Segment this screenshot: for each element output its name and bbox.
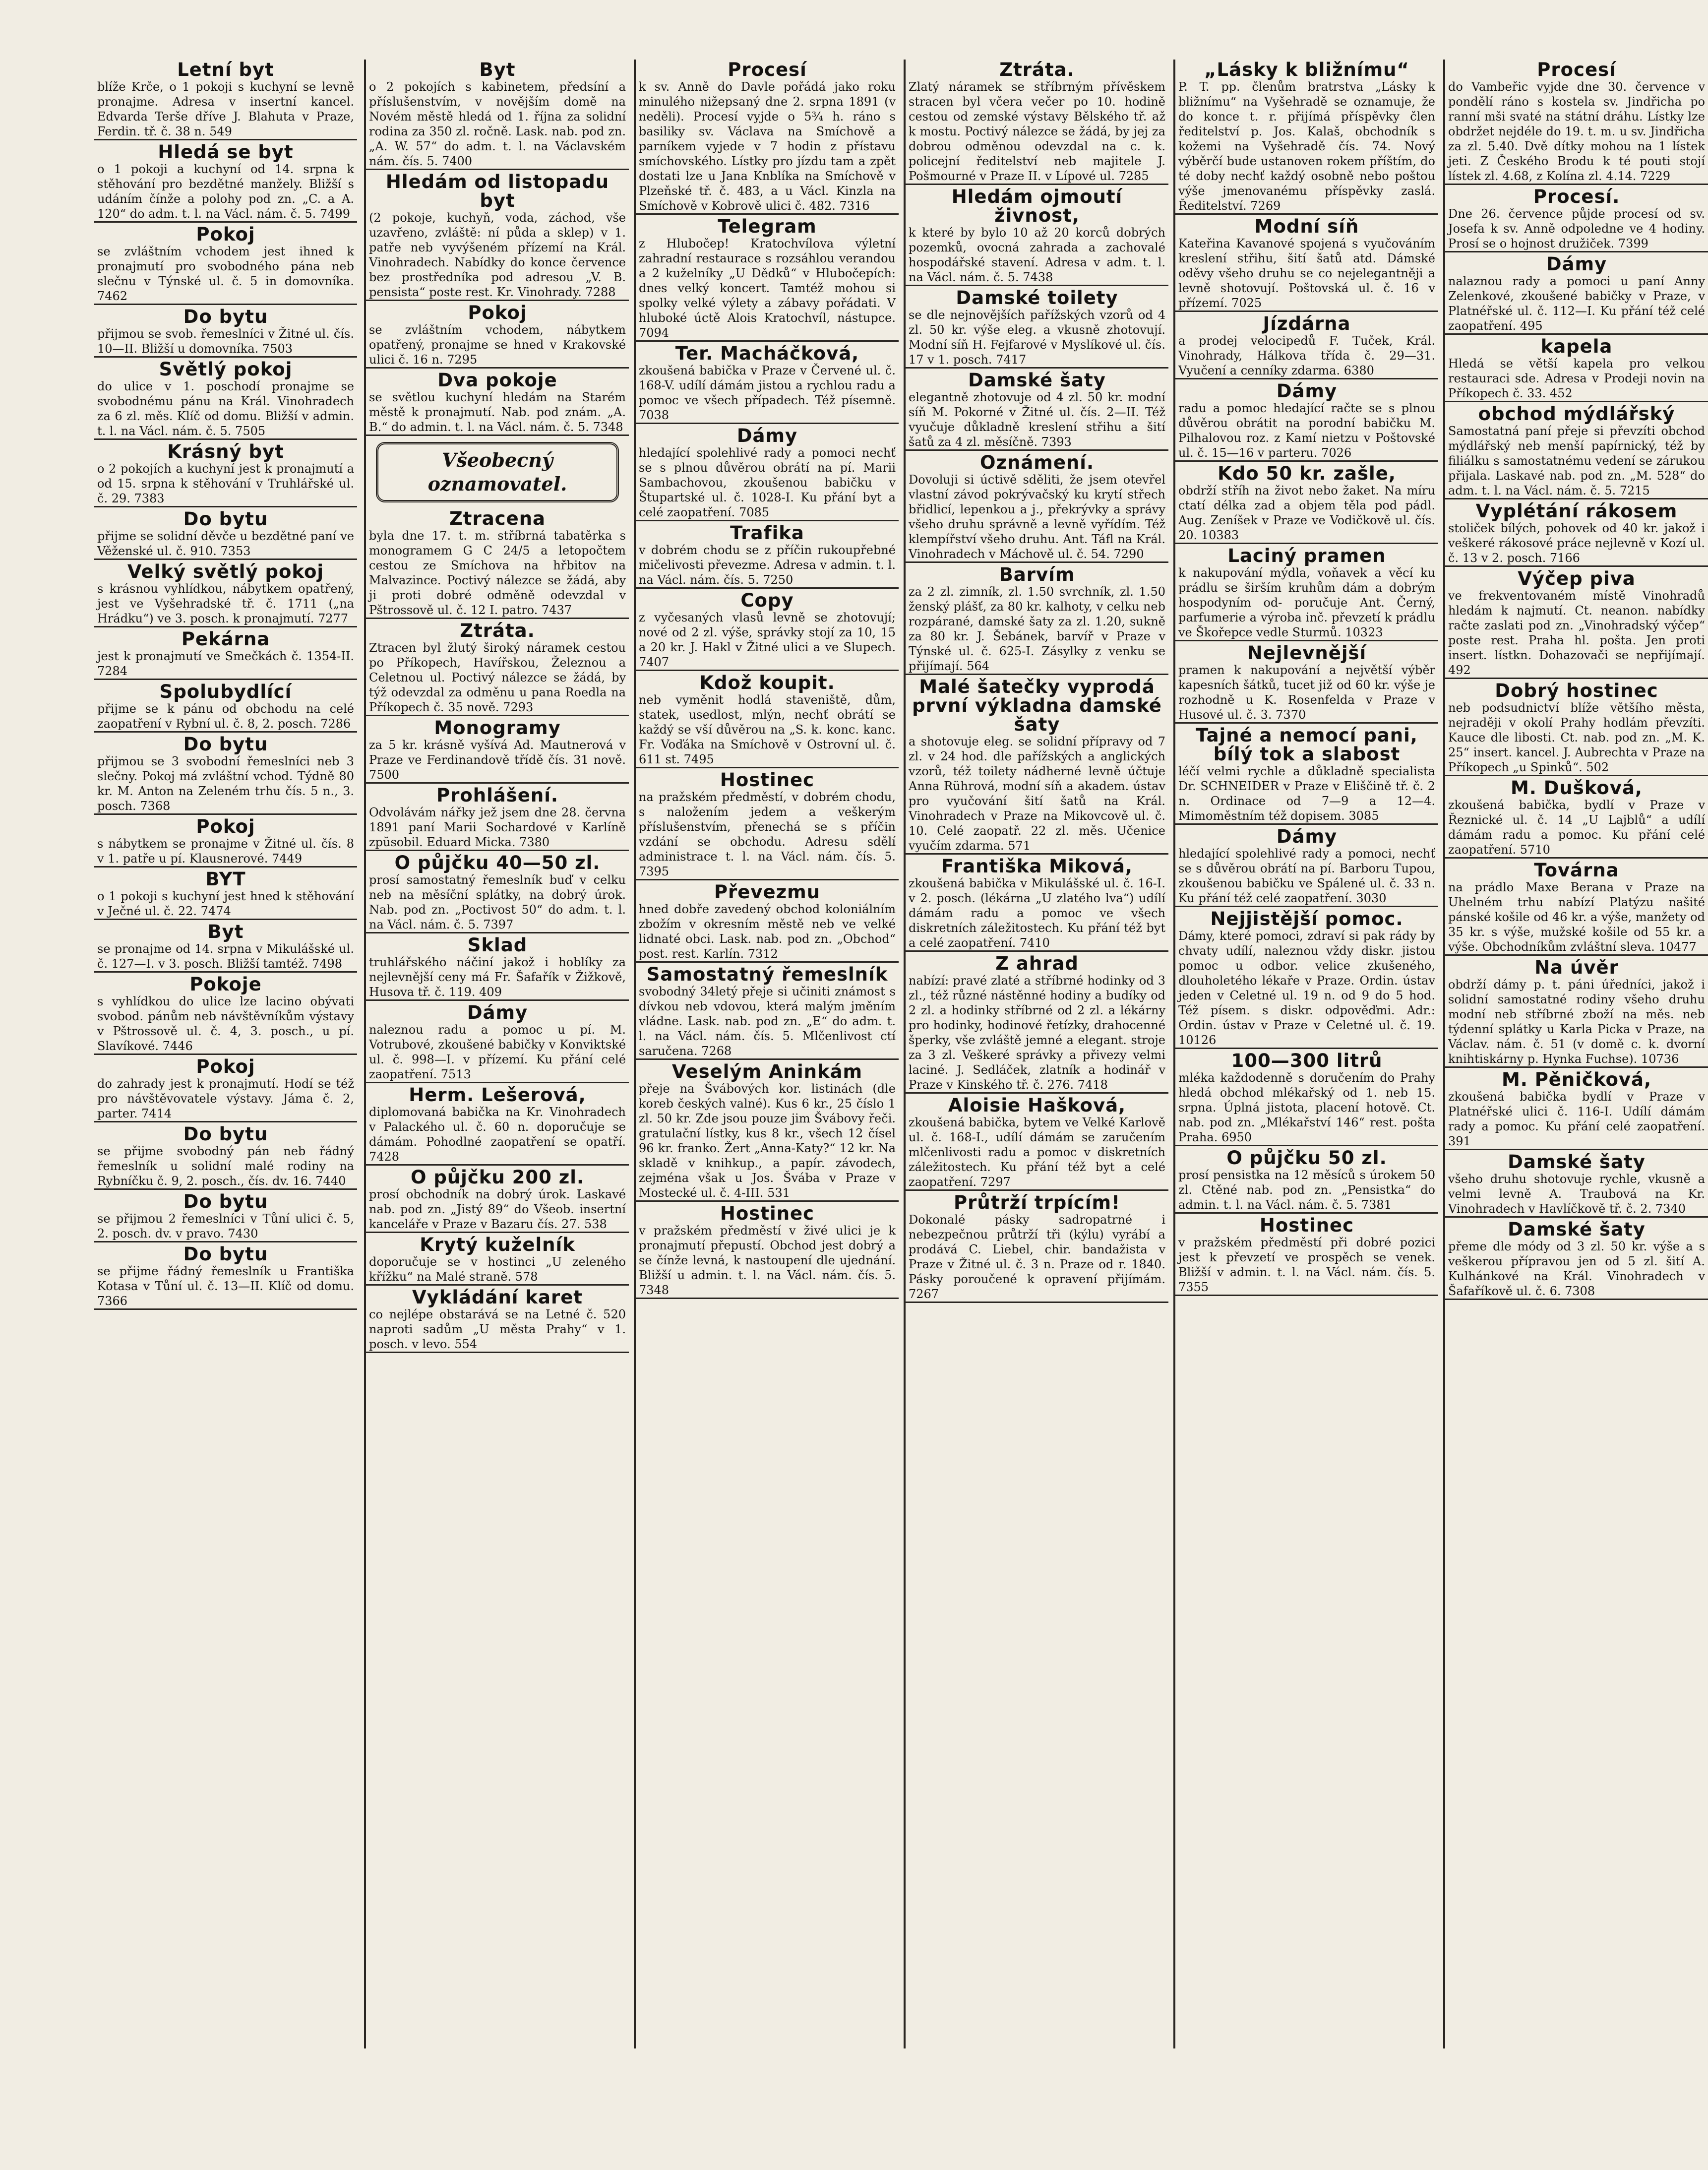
ad-heading: Jízdárna [1263, 313, 1351, 334]
ad-heading: Ter. Macháčková, [675, 343, 859, 364]
classified-ad [636, 343, 899, 424]
ad-text: zkoušená babička bydlí v Praze v Platnéřské ulici č. 116-I. Udílí dámám rady a pomoc. Ku přání celé zaopatření. 391 [1448, 1090, 1705, 1148]
classified-ad [1445, 254, 1708, 335]
ad-heading: Dámy [467, 1002, 528, 1023]
classified-ad [94, 561, 357, 627]
ad-text: o 1 pokoji s kuchyní jest hned k stěhování v Ječné ul. č. 22. 7474 [97, 889, 354, 918]
ad-text: obdrží stříh na život nebo žaket. Na míru ctatí délka zad a objem těla pod pádl. Aug. Zeníšek v Praze ve Vodičkově ul. čís. 20. 10383 [1178, 484, 1435, 542]
classified-ad [636, 60, 899, 215]
ad-text: a shotovuje eleg. se solidní přípravy od 7 zl. v 24 hod. dle pařížských a anglických vzorů, též toilety nádherné levně účtuje Anna Rührová, modní síň a akadem. ústav pro vyučování šití šatů na Král. Vinohradech v Praze na Mikovcově ul. č. 10. Celé zaopatř. 22 zl. měs. Učenice vyučím zdarma. 571 [909, 735, 1165, 853]
ad-heading: Do bytu [183, 1191, 268, 1212]
classified-ad [906, 677, 1168, 855]
ad-heading: Letní byt [177, 59, 274, 80]
ad-heading: Nejjistější pomoc. [1210, 908, 1403, 930]
classified-ad [366, 718, 629, 784]
classified-ad [1445, 778, 1708, 859]
ad-heading: Nejlevnější [1247, 642, 1367, 664]
classified-ad [636, 964, 899, 1060]
ad-text: diplomovaná babička na Kr. Vinohradech v Palackého ul. č. 60 n. doporučuje se dámám. Pohodlné zaopatření se opatří. 7428 [369, 1105, 626, 1164]
ad-text: co nejlépe obstarává se na Letné č. 520 naproti sadům „U města Prahy“ v 1. posch. v levo. 554 [369, 1307, 626, 1351]
classified-ad [906, 953, 1168, 1094]
classified-ad [366, 303, 629, 369]
ad-heading: Tajné a nemocí pani, bílý tok a slabost [1196, 725, 1418, 765]
ad-column [364, 60, 629, 2048]
classified-ad [1175, 1148, 1438, 1214]
ad-column [1443, 60, 1708, 2048]
ad-heading: Byt [207, 921, 244, 942]
ad-heading: Sklad [467, 934, 528, 956]
ad-heading: kapela [1540, 336, 1613, 357]
classified-ad [366, 508, 629, 619]
classified-ad [1445, 681, 1708, 776]
classified-ad [366, 785, 629, 851]
ad-heading: Hostinec [720, 769, 815, 791]
classified-ad [94, 1244, 357, 1310]
ad-text: Samostatná paní přeje si převzíti obchod mýdlářský neb menší papírnický, též by filiálku s samostatnému vedení se zárukou přijala. Laskavé nab. pod zn. „M. 528“ do adm. t. l. na Václ. nám. č. 5. 7215 [1448, 424, 1705, 497]
ad-text: se světlou kuchyní hledám na Starém městě k pronajmutí. Nab. pod znám. „A. B.“ do admin. t. l. na Václ. nám. č. 5. 7348 [369, 390, 626, 434]
ad-text: k které by bylo 10 až 20 korců dobrých pozemků, ovocná zahrada a zachovalé hospodářské stavení. Adresa v adm. t. l. na Václ. nám. č. 5. 7438 [909, 226, 1165, 284]
ad-heading: Procesí [728, 59, 807, 80]
classified-ad [94, 816, 357, 868]
ad-text: svobodný 34letý přeje si učiniti známost s dívkou neb vdovou, která malým jměním vládne. Lask. nab. pod zn. „E“ do adm. t. l. na Václ. nám. čís. 5. Mlčenlivost ctí saručena. 7268 [639, 985, 896, 1058]
ad-heading: Velký světlý pokoj [127, 561, 324, 582]
ad-heading: O půjčku 40—50 zl. [394, 852, 601, 873]
ad-heading: Veselým Aninkám [671, 1061, 863, 1082]
ad-text: zkoušená babička, bydlí v Praze v Řeznické ul. č. 14 „U Lajblů“ a udílí dámám radu a pomoc. Ku přání celé zaopatření. 5710 [1448, 798, 1705, 857]
classified-ad [1445, 1069, 1708, 1150]
ad-text: blíže Krče, o 1 pokoji s kuchyní se levně pronajme. Adresa v insertní kancel. Edvarda Terše dříve J. Blahuta v Praze, Ferdin. tř. č. 38 n. 549 [97, 80, 354, 138]
ad-heading: Modní síň [1254, 216, 1359, 237]
ad-heading: Pokoje [189, 974, 262, 995]
ad-text: s vyhlídkou do ulice lze lacino obývati svobod. pánům neb návštěvníkům výstavy v Pštrossově ul. č. 4, 3. posch., u pí. Slavíkové. 7446 [97, 994, 354, 1053]
classified-ad [636, 1061, 899, 1202]
ad-heading: Pokoj [196, 816, 255, 837]
ad-heading: Byt [479, 59, 516, 80]
ad-heading: BYT [205, 868, 246, 890]
ad-text: s nábytkem se pronajme v Žitné ul. čís. 8 v 1. patře u pí. Klausnerové. 7449 [97, 837, 354, 866]
ad-text: Dokonalé pásky sadropatrné i nebezpečnou průtrží tři (kýlu) vyrábí a prodává C. Liebel, chir. bandažista v Praze v Žitné ul. č. 3 n. Praze od r. 1840. Pásky poroučené k opravení přijímám. 7267 [909, 1213, 1165, 1301]
classified-ad [1175, 60, 1438, 215]
ad-heading: Do bytu [183, 306, 268, 327]
ad-heading: Krásný byt [167, 441, 284, 462]
ad-text: za 5 kr. krásně vyšívá Ad. Mautnerová v Praze ve Ferdinandově třídě čís. 31 nově. 7500 [369, 738, 626, 782]
classified-ad [94, 359, 357, 440]
ad-heading: Do bytu [183, 734, 268, 755]
classified-ad [94, 142, 357, 223]
ad-heading: Pokoj [196, 224, 255, 245]
ad-column [634, 60, 899, 2048]
classified-ad [906, 452, 1168, 563]
ad-text: do Vambeřic vyjde dne 30. července v pondělí ráno s kostela sv. Jindřicha po ranní mši svaté na státní dráhu. Lístky lze obdržet nejdéle do 19. t. m. u sv. Jindřicha za zl. 5.40. Dvě dítky mohou na 1 lístek jeti. Z Českého Brodu k té pouti stojí lístek zl. 4.68, z Kolína zl. 4.14. 7229 [1448, 80, 1705, 183]
ad-heading: „Lásky k bližnímu“ [1204, 59, 1409, 80]
ad-text: všeho druhu shotovuje rychle, vkusně a velmi levně A. Traubová na Kr. Vinohradech v Havlíčkově tř. č. 2. 7340 [1448, 1172, 1705, 1216]
classified-ad [1175, 909, 1438, 1049]
ad-text: Dámy, které pomoci, zdraví si pak rády by chvaty udílí, naleznou vždy diskr. jistou pomoc u odbor. velice zkušeného, dlouholetého lékaře v Praze. Ordin. ústav jeden v Celetné ul. 19 n. od 9 do 5 hod. Též písem. s diskr. odpověďmi. Adr.: Ordin. ústav v Praze v Celetné ul. č. 19. 10126 [1178, 929, 1435, 1047]
ad-heading: Samostatný řemeslník [646, 964, 888, 985]
classified-ad [94, 441, 357, 507]
ad-text: v pražském předměstí v živé ulici je k pronajmutí přepustí. Obchod jest dobrý a se čínže levná, k nastoupení dle ujednání. Bližší u admin. t. l. na Václ. nám. čís. 5. 7348 [639, 1224, 896, 1297]
ad-text: do zahrady jest k pronajmutí. Hodí se též pro návštěvovatele výstavy. Jáma č. 2, parter. 7414 [97, 1077, 354, 1120]
classified-ad [1175, 725, 1438, 825]
ad-text: na prádlo Maxe Berana v Praze na Uhelném trhu nabízí Platýzu našité pánské košile od 46 kr. a výše, manžety od 35 kr. s výše, mužské košile od 55 kr. a výše. Obchodníkům zvláštní sleva. 10477 [1448, 880, 1705, 954]
ad-text: léčí velmi rychle a důkladně specialista Dr. SCHNEIDER v Praze v Eliščině tř. č. 2 n. Ordinace od 7—9 a 12—4. Mimoměstním též dopisem. 3085 [1178, 764, 1435, 823]
ad-text: se zvláštním vchodem, nábytkem opatřený, pronajme se hned v Krakovské ulici č. 16 n. 7295 [369, 323, 626, 367]
ad-column [1173, 60, 1438, 2048]
ad-heading: Na úvěr [1534, 957, 1619, 978]
ad-text: truhlářského náčiní jakož i hoblíky za nejlevnější ceny má Fr. Šafařík v Žižkově, Husova tř. č. 119. 409 [369, 955, 626, 999]
ad-heading: Prohlášení. [436, 785, 558, 806]
ad-text: přijmou se svob. řemeslníci v Žitné ul. čís. 10—II. Bližší u domovníka. 7503 [97, 327, 354, 356]
ad-text: do ulice v 1. poschodí pronajme se svobodnému pánu na Král. Vinohradech za 6 zl. měs. Klíč od domu. Bližší v admin. t. l. na Václ. nám. č. 5. 7505 [97, 379, 354, 438]
classified-ad [1175, 216, 1438, 312]
ad-text: Dne 26. července půjde procesí od sv. Josefa k sv. Anně odpoledne ve 4 hodiny. Prosí se o hojnost družiček. 7399 [1448, 207, 1705, 250]
ad-heading: Průtrží trpícím! [954, 1192, 1120, 1213]
ad-heading: Procesí. [1533, 186, 1620, 207]
ad-text: se přijmou 2 řemeslníci v Tůní ulici č. 5, 2. posch. dv. v pravo. 7430 [97, 1212, 354, 1240]
ad-text: se pronajme od 14. srpna v Mikulášské ul. č. 127—I. v 3. posch. Bližší tamtéž. 7498 [97, 942, 354, 971]
ad-heading: Pekárna [181, 628, 270, 650]
classified-ad [94, 60, 357, 140]
classified-ad [366, 1287, 629, 1353]
classified-ad [94, 307, 357, 358]
ad-heading: Aloisie Hašková, [948, 1095, 1126, 1116]
ad-heading: Hledá se byt [158, 141, 294, 163]
ad-heading: Monogramy [434, 717, 561, 739]
ad-heading: Ztráta. [460, 620, 535, 641]
ad-text: přeme dle módy od 3 zl. 50 kr. výše a s veškerou přípravou jen od 5 zl. šití A. Kulhánkové na Král. Vinohradech v Šafaříkově ul. č. 6. 7308 [1448, 1240, 1705, 1298]
ad-heading: Oznámení. [979, 452, 1095, 473]
ad-text: přijme se k pánu od obchodu na celé zaopatření v Rybní ul. č. 8, 2. posch. 7286 [97, 702, 354, 731]
ad-text: k nakupování mýdla, voňavek a věcí ku prádlu se širším kruhům dám a dobrým hospodyním od- poručuje Ant. Černý, parfumerie a výroba inč. převzetí k prádlu ve Škořepce vedle Sturmů. 10323 [1178, 566, 1435, 639]
ad-text: a prodej velocipedů F. Tuček, Král. Vinohrady, Hálkova třída č. 29—31. Vyučení a cenníky zdarma. 6380 [1178, 334, 1435, 377]
ad-text: stoliček bílých, pohovek od 40 kr. jakož i veškeré rákosové práce nejlevně v Kozí ul. č. 13 v 2. posch. 7166 [1448, 521, 1705, 565]
ad-heading: Malé šatečky vyprodá první výkladna damské šaty [912, 676, 1162, 735]
classified-ad [94, 734, 357, 815]
ad-heading: Kdo 50 kr. zašle, [1218, 463, 1396, 484]
ad-column [904, 60, 1168, 2048]
ad-text: naleznou radu a pomoc u pí. M. Votrubové, zkoušené babičky v Konviktské ul. č. 998—I. v přízemí. Ku přání celé zaopatření. 7513 [369, 1023, 626, 1081]
classified-ad [1175, 1051, 1438, 1146]
classified-ad [366, 1002, 629, 1083]
ad-text: prosí obchodník na dobrý úrok. Laskavé nab. pod zn. „Jistý 89“ do Všeob. insertní kanceláře v Praze v Bazaru čís. 27. 538 [369, 1187, 626, 1231]
ad-text: (2 pokoje, kuchyň, voda, záchod, vše uzavřeno, zvláště: ní půda a sklep) v 1. patře neb vyvýšeném přízemí na Král. Vinohradech. Nabídky do konce července bez prostředníka pod adresou „V. B. pensista“ poste rest. Kr. Vinohrady. 7288 [369, 211, 626, 299]
classified-ad [1445, 957, 1708, 1068]
ad-heading: Trafika [730, 522, 804, 544]
ad-column [94, 60, 357, 2048]
ad-text: ve frekventovaném místě Vinohradů hledám k najmutí. Ct. neanon. nabídky račte zaslati pod zn. „Vinohradský výčep“ poste rest. Praha hl. pošta. Jen proti insert. lístkn. Dohazovači se nepřijímají. 492 [1448, 589, 1705, 677]
classified-ad [906, 564, 1168, 675]
classified-ad [906, 856, 1168, 952]
ad-text: mléka každodenně s doručením do Prahy hledá obchod mlékařský od 1. neb 15. srpna. Úplná jistota, placení hotově. Ct. nab. pod zn. „Mlékařství 146“ rest. pošta Praha. 6950 [1178, 1071, 1435, 1144]
classified-ad [1175, 1215, 1438, 1296]
ad-heading: Krytý kuželník [420, 1234, 575, 1255]
classified-ad [636, 1203, 899, 1299]
ad-heading: M. Pěničková, [1501, 1069, 1652, 1090]
classified-ad [366, 853, 629, 933]
ad-text: za 2 zl. zimník, zl. 1.50 svrchník, zl. 1.50 ženský plášť, za 80 kr. kalhoty, v celku neb rozpárané, damské šaty za zl. 1.20, sukně za 80 kr. J. Šebánek, barvíř v Praze v Týnské ul. č. 625-I. Zásylky z venku se přijímají. 564 [909, 585, 1165, 673]
ad-text: Odvolávám nářky jež jsem dne 28. června 1891 paní Marii Sochardové v Karlíně zpŭsobil. Eduard Micka. 7380 [369, 806, 626, 849]
ad-text: doporučuje se v hostinci „U zeleného křížku“ na Malé straně. 578 [369, 1255, 626, 1284]
classified-ad [1175, 643, 1438, 724]
ad-text: Kateřina Kavanové spojená s vyučováním kreslení střihu, šití šatů atd. Dámské oděvy všeho druhu se co nejelegantněji a levně shotovují. Poštovská ul. č. 16 v přízemí. 7025 [1178, 237, 1435, 310]
classified-ad [94, 974, 357, 1055]
classified-ad [906, 1095, 1168, 1191]
ad-text: prosí samostatný řemeslník buď v celku neb na měsíční splátky, na dobrý úrok. Nab. pod zn. „Poctivost 50“ do adm. t. l. na Václ. nám. č. 5. 7397 [369, 873, 626, 931]
ad-text: zkoušená babička v Mikulášské ul. č. 16-I. v 2. posch. (lékárna „U zlatého lva“) udílí dámám radu a pomoc ve všech diskretních záležitostech. Ku přání též byt a celé zaopatření. 7410 [909, 876, 1165, 950]
classified-ad [636, 216, 899, 342]
ad-text: z Hlubočep! Kratochvílova výletní zahradní restaurace s rozsáhlou verandou a 2 kuželníky „U Dědků“ v Hlubočepích: dnes velký koncert. Tamtéž mohou si spolky velké výlety a zábavy pořádati. V hluboké úctě Alois Kratochvíl, nástupce. 7094 [639, 237, 896, 340]
classified-ad [366, 1167, 629, 1233]
ad-heading: Procesí [1537, 59, 1616, 80]
classified-ad [366, 172, 629, 301]
ad-heading: Telegram [718, 216, 817, 237]
ad-heading: 100—300 litrů [1231, 1050, 1383, 1071]
ad-text: neb podsudnictví blíže většího města, nejraději v okolí Prahy hodlám převzíti. Kauce dle libosti. Ct. nab. pod zn. „M. K. 25“ insert. kancel. J. Aubrechta v Praze na Příkopech „u Spinků“. 502 [1448, 701, 1705, 774]
ad-heading: Damské šaty [1508, 1219, 1646, 1240]
ad-text: Zlatý náramek se stříbrným přívěskem stracen byl včera večer po 10. hodině cestou od zemské výstavy Bělského tř. až k mostu. Poctivý nálezce se žádá, by jej za dobrou odměnou odevzdal na c. k. policejní ředitelství neb majitele J. Pošmourné v Praze II. v Lípové ul. 7285 [909, 80, 1165, 183]
classified-ad [366, 1235, 629, 1286]
classified-ad [366, 935, 629, 1001]
ad-heading: Z ahrad [995, 953, 1079, 974]
classified-ad [636, 882, 899, 963]
ad-heading: Copy [740, 590, 794, 611]
ad-heading: Damské toilety [956, 287, 1118, 309]
ad-text: se přijme svobodný pán neb řádný řemeslník u solidní malé rodiny na Rybníčku č. 9, 2. posch., čís. dv. 16. 7440 [97, 1144, 354, 1188]
classified-ad [1175, 313, 1438, 379]
ad-heading: Do bytu [183, 1123, 268, 1145]
ad-text: nabízí: pravé zlaté a stříbrné hodinky od 3 zl., též různé nástěnné hodiny a budíky od 2 zl. a hodinky stříbrné od 2 zl. a lékárny pro hodinky, hodinové řetízky, drahocenné šperky, vše zvláště jemné a elegant. stroje za 3 zl. Veškeré správky a přivezy velmi laciné. J. Sedláček, zlatník a hodinář v Praze v Kinského tř. č. 276. 7418 [909, 974, 1165, 1092]
classified-ad [366, 60, 629, 170]
ad-heading: Františka Miková, [941, 856, 1133, 877]
ad-text: hledající spolehlivé rady a pomoci, nechť se s důvěrou obrátí na pí. Barboru Tupou, zkoušenou babičku ve Spálené ul. č. 33 n. Ku přání též celé zaopatření. 3030 [1178, 847, 1435, 905]
ad-heading: Vyplétání rákosem [1475, 500, 1678, 522]
ad-text: přijme se solidní děvče u bezdětné paní ve Věženské ul. č. 910. 7353 [97, 529, 354, 558]
ad-heading: O půjčku 50 zl. [1226, 1147, 1387, 1169]
ad-heading: Do bytu [183, 1243, 268, 1265]
ad-text: zkoušená babička, bytem ve Velké Karlově ul. č. 168-I., udílí dámám se zaručením mlčenlivosti radu a pomoc v diskretních záležitostech. Ku přání též byt a celé zaopatření. 7297 [909, 1116, 1165, 1189]
classified-ad [1175, 381, 1438, 462]
ad-heading: M. Dušková, [1510, 777, 1643, 799]
ad-text: s krásnou vyhlídkou, nábytkem opatřený, jest ve Vyšehradské tř. č. 1711 („na Hrádku“) ve 3. posch. k pronajmutí. 7277 [97, 582, 354, 625]
ad-text: o 2 pokojích s kabinetem, předsíní a příslušenstvím, v novějším domě na Novém městě hledá od 1. října za solidní rodina za 350 zl. ročně. Lask. nab. pod zn. „A. W. 57“ do adm. t. l. na Václavském nám. čís. 5. 7400 [369, 80, 626, 168]
ad-heading: Ztráta. [999, 59, 1075, 80]
ad-heading: Pokoj [196, 1056, 255, 1077]
classified-ad [906, 60, 1168, 185]
classified-ad [94, 1124, 357, 1190]
ad-heading: Dámy [1276, 826, 1338, 847]
ad-heading: Hostinec [1259, 1215, 1354, 1236]
newspaper-page [94, 55, 1705, 2048]
ad-text: z vyčesaných vlasů levně se zhotovují; nové od 2 zl. výše, správky stojí za 10, 15 a 20 kr. J. Hakl v Žitné ulici a ve Slupech. 7407 [639, 611, 896, 669]
ad-text: Hledá se větší kapela pro velkou restauraci sde. Adresa v Prodeji novin na Příkopech č. 33. 452 [1448, 357, 1705, 400]
classified-ad [366, 1085, 629, 1166]
ad-heading: Damské šaty [968, 370, 1106, 391]
ad-heading: Dobrý hostinec [1495, 680, 1658, 701]
classified-ad [906, 186, 1168, 286]
ad-heading: obchod mýdlářský [1478, 403, 1675, 425]
classified-ad [1445, 404, 1708, 499]
ad-heading: Hostinec [720, 1203, 815, 1224]
ad-text: pramen k nakupování a největší výběr kapesních šátků, tucet již od 60 kr. výše je rozhodně u K. Rosenfelda v Praze v Husové ul. č. 3. 7370 [1178, 663, 1435, 722]
classified-ad [636, 590, 899, 671]
ad-text: přeje na Švábových kor. listinách (dle koreb českých valné). Kus 6 kr., 25 číslo 1 zl. 50 kr. Zde jsou pouze jim Švábovy řeči. gratulační lístky, kus 8 kr., všech 12 čísel 96 kr. franko. Žert „Anna-Katy?“ 12 kr. Na skladě v knihkup., a papír. závodech, zejména však u Jos. Švába v Praze v Mostecké ul. č. 4-III. 531 [639, 1082, 896, 1200]
ad-text: o 1 pokoji a kuchyní od 14. srpna k stěhování pro bezdětné manžely. Bližší s udáním čínže a polohy pod zn. „C. a A. 120“ do adm. t. l. na Václ. nám. č. 5. 7499 [97, 162, 354, 221]
classified-ad [636, 426, 899, 521]
ad-heading: Damské šaty [1508, 1151, 1646, 1173]
ad-text: se přijme řádný řemeslník u Františka Kotasa v Tůní ul. č. 13—II. Klíč od domu. 7366 [97, 1264, 354, 1308]
classified-ad [94, 1191, 357, 1242]
ad-text: elegantně zhotovuje od 4 zl. 50 kr. modní síň M. Pokorné v Žitné ul. čís. 2—II. Též vyučuje důkladně kreslení střihu a šití šatů za 4 zl. měsíčně. 7393 [909, 390, 1165, 449]
classified-ad [906, 1192, 1168, 1303]
ad-heading: Barvím [999, 564, 1075, 585]
classified-ad [1445, 1152, 1708, 1218]
classified-ad [366, 620, 629, 716]
ad-heading: Kdož koupit. [699, 672, 835, 693]
ad-heading: Světlý pokoj [159, 359, 293, 380]
ad-heading: Továrna [1534, 860, 1619, 881]
ad-heading: Pokoj [468, 302, 527, 323]
classified-ad [1445, 186, 1708, 252]
ad-heading: Herm. Lešerová, [409, 1084, 586, 1106]
classified-ad [1445, 568, 1708, 679]
ad-heading: Dva pokoje [437, 370, 557, 391]
ad-heading: O půjčku 200 zl. [411, 1167, 584, 1188]
classified-ad [1445, 860, 1708, 956]
classified-ad [1445, 501, 1708, 567]
ad-heading: Spolubydlící [159, 681, 292, 702]
ad-text: se zvláštním vchodem jest ihned k pronajmutí pro svobodného pána neb slečnu v Týnské ul. č. 5 in domovníka. 7462 [97, 245, 354, 303]
section-badge: Všeobecný oznamovatel. [376, 442, 619, 502]
ad-heading: Laciný pramen [1227, 545, 1386, 566]
ad-text: hledající spolehlivé rady a pomoci nechť se s plnou důvěrou obrátí na pí. Marii Sambachovou, zkoušenou babičku v Štupartské ul. č. 1028-I. Ku přání byt a celé zaopatření. 7085 [639, 446, 896, 519]
ad-heading: Do bytu [183, 508, 268, 530]
classified-ad [94, 509, 357, 560]
ad-text: se dle nejnovějších pařížských vzorů od 4 zl. 50 kr. výše eleg. a vkusně zhotovují. Modní síň H. Fejfarové v Myslíkové ul. čís. 17 v 1. posch. 7417 [909, 308, 1165, 367]
classified-ad [366, 370, 629, 436]
classified-ad [906, 370, 1168, 451]
ad-text: byla dne 17. t. m. stříbrná tabatěrka s monogramem G C 24/5 a letopočtem cestou ze Smíchova na hřbitov na Malvazince. Poctivý nálezce se žádá, aby ji proti dobré odměně odevzdal v Pštrossově ul. č. 12 I. patro. 7437 [369, 529, 626, 617]
ad-text: Dovoluji si úctivě sděliti, že jsem otevřel vlastní závod pokrývačský ku krytí střech břidlicí, lepenkou a j., překrývky a správy všeho druhu správně a levně vyřídím. Též klempířství všeho druhu. Ant. Táfl na Král. Vinohradech v Máchově ul. č. 54. 7290 [909, 473, 1165, 561]
ad-heading: Vykládání karet [412, 1287, 583, 1308]
classified-ad [1445, 1219, 1708, 1300]
ad-text: neb vyměnit hodlá staveniště, dům, statek, usedlost, mlýn, nechť obrátí se každý se vší důvěrou na „S. k. konc. kanc. Fr. Voďáka na Smíchově v Ostrovní ul. č. 611 st. 7495 [639, 693, 896, 766]
classified-ad [1445, 336, 1708, 402]
classified-ad [1175, 463, 1438, 544]
ad-text: prosí pensistka na 12 měsíců s úrokem 50 zl. Ctěné nab. pod zn. „Pensistka“ do admin. t. l. na Václ. nám. č. 5. 7381 [1178, 1168, 1435, 1212]
ad-heading: Dámy [1276, 380, 1338, 402]
ad-text: k sv. Anně do Davle pořádá jako roku minulého nižepsaný dne 2. srpna 1891 (v neděli). Procesí vyjde o 5¾ h. ráno s basiliky sv. Václava na Smíchově a parníkem vyjede v 7 hodin z přístavu smíchovského. Lístky pro jízdu tam a zpět dostati lze u Jana Knblíka na Smíchově v Plzeňské tř. č. 483, a u Václ. Kinzla na Smíchově v Kobrově ulici č. 482. 7316 [639, 80, 896, 213]
classified-ad [94, 1056, 357, 1122]
classified-ad [94, 224, 357, 305]
classified-ad [636, 770, 899, 880]
ad-heading: Dámy [736, 425, 798, 446]
ad-text: nalaznou rady a pomoci u paní Anny Zelenkové, zkoušené babičky v Praze, v Platnéřské ul. č. 112—I. Ku přání též celé zaopatření. 495 [1448, 274, 1705, 333]
classified-ad [94, 682, 357, 733]
classified-ad [636, 523, 899, 589]
classified-ad [94, 922, 357, 973]
ad-heading: Hledám od listopadu byt [385, 171, 610, 211]
ad-text: obdrží dámy p. t. páni úředníci, jakož i solidní samostatné rodiny všeho druhu modní neb stříbrné zboží na měs. neb týdenní splátky u Karla Picka v Praze, na Václav. nám. č. 51 (v domě c. k. dvorní knihtiskárny p. Hynka Fuchse). 10736 [1448, 978, 1705, 1066]
ad-text: jest k pronajmutí ve Smečkách č. 1354-II. 7284 [97, 649, 354, 678]
classified-ad [1175, 546, 1438, 641]
ad-heading: Dámy [1546, 253, 1607, 275]
ad-text: hned dobře zavedený obchod koloniálním zbožím v okresním městě neb ve velké lidnaté obci. Lask. nab. pod zn. „Obchod“ post. rest. Karlín. 7312 [639, 902, 896, 961]
ad-heading: Hledám ojmoutí živnost, [951, 186, 1123, 226]
ad-text: přijmou se 3 svobodní řemeslníci neb 3 slečny. Pokoj má zvláštní vchod. Týdně 80 kr. M. Anton na Zeleném trhu čís. 5 n., 3. posch. 7368 [97, 754, 354, 813]
classified-ad [94, 869, 357, 920]
ad-heading: Převezmu [714, 881, 821, 903]
ad-text: zkoušená babička v Praze v Červené ul. č. 168-V. udílí dámám jistou a rychlou radu a pomoc ve všech případech. Též písemně. 7038 [639, 364, 896, 422]
ad-text: P. T. pp. členům bratrstva „Lásky k bližnímu“ na Vyšehradě se oznamuje, že do konce t. r. přijímá příspěvky člen ředitelství p. Jos. Kalaš, obchodník s kožemi na Vyšehradě čís. 74. Nový výběrčí bude ustanoven rokem příštím, do té doby nechť každý osobně nebo poštou výše jmenovanému příspěvky zaslá. Ředitelství. 7269 [1178, 80, 1435, 213]
ad-heading: Ztracena [449, 508, 546, 529]
classified-ad [1175, 826, 1438, 907]
classified-ad [906, 288, 1168, 369]
ad-text: v dobrém chodu se z příčin rukoupřebné mičelivosti převezme. Adresa v admin. t. l. na Václ. nám. čís. 5. 7250 [639, 543, 896, 587]
ad-text: o 2 pokojích a kuchyní jest k pronajmutí a od 15. srpna k stěhování v Truhlářské ul. č. 29. 7383 [97, 462, 354, 505]
ad-text: na pražském předměstí, v dobrém chodu, s naložením jedem a veškerým příslušenstvím, přenechá se s příčin vzdání se obchodu. Adresu sdělí administrace t. l. na Václ. nám. čís. 5. 7395 [639, 790, 896, 878]
ad-text: Ztracen byl žlutý široký náramek cestou po Příkopech, Havířskou, Železnou a Celetnou ul. Poctivý nálezce se žádá, by týž odevzdal za odměnu u pana Roedla na Příkopech č. 35 nově. 7293 [369, 641, 626, 714]
classified-ad [1445, 60, 1708, 185]
classified-ad [636, 673, 899, 768]
ad-text: v pražském předměstí při dobré pozici jest k převzetí ve prospěch se venek. Bližší v admin. t. l. na Václ. nám. čís. 5. 7355 [1178, 1236, 1435, 1294]
classified-ad [94, 629, 357, 680]
ad-text: radu a pomoc hledající račte se s plnou důvěrou obrátit na porodní babičku M. Pilhalovou roz. z Kamí nietzu v Poštovské ul. č. 15—16 v parteru. 7026 [1178, 401, 1435, 460]
ad-heading: Výčep piva [1518, 568, 1636, 589]
